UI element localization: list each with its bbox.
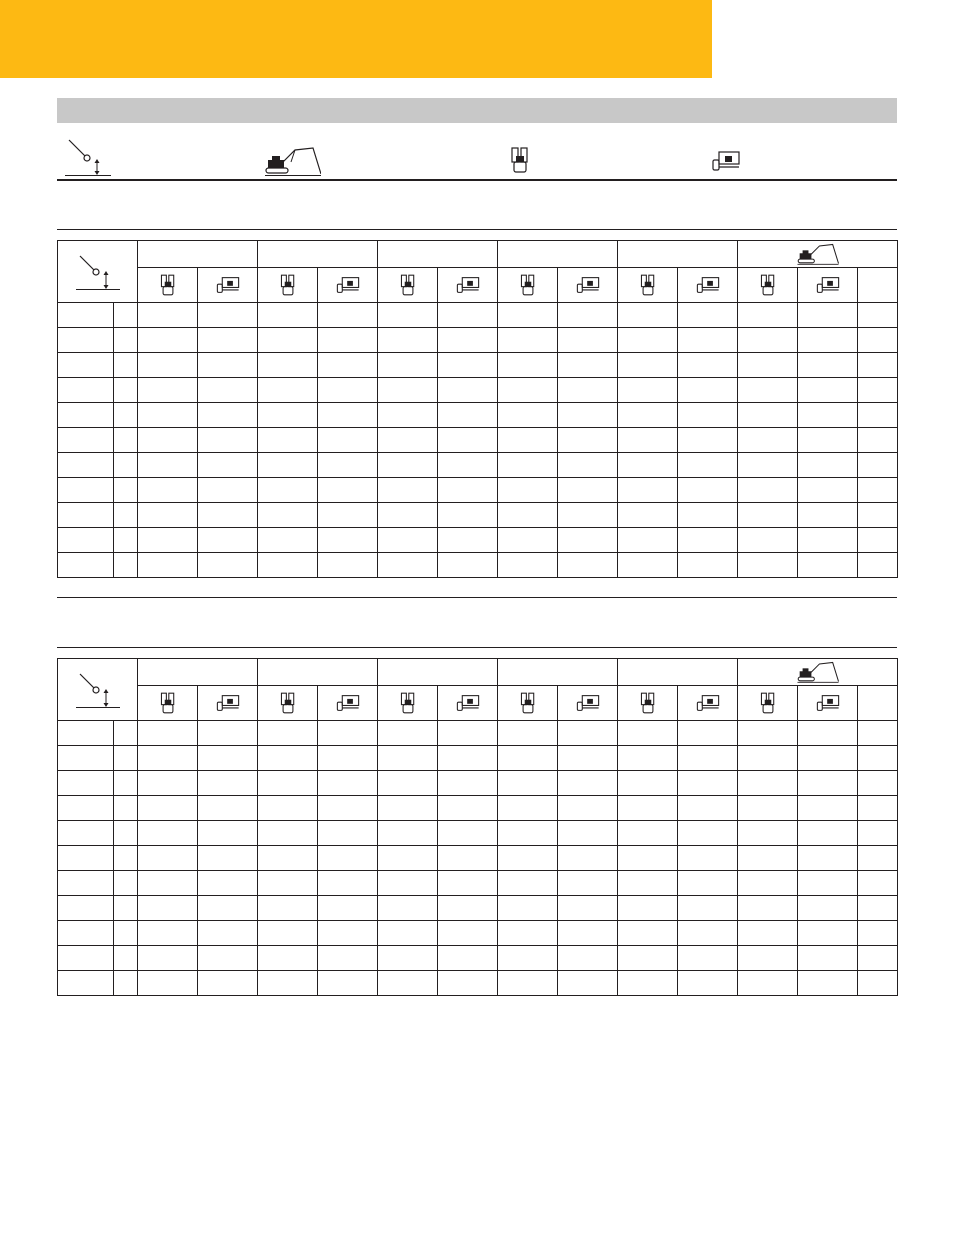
load-over-front-icon [378,273,437,297]
radius-group-header [378,659,498,686]
lift-capacity-table-1-wrap [57,240,897,578]
front-column-header [618,686,678,721]
table-row [58,846,898,871]
load-over-front-icon [738,691,797,715]
lift-capacity-table-2 [57,658,898,996]
excavator-reach-icon [738,243,897,265]
load-over-side-icon [798,276,857,294]
load-over-side-icon [558,276,617,294]
load-over-side-icon [198,694,257,712]
side-column-header [798,686,858,721]
lift-capacity-table-2-wrap [57,658,897,996]
load-point-height-icon [58,672,137,708]
radius-group-header [378,241,498,268]
side-column-header [678,686,738,721]
table-row [58,503,898,528]
load-over-front-icon [498,273,557,297]
table-row [58,378,898,403]
table-row [58,946,898,971]
load-over-front-icon [258,273,317,297]
load-over-front-icon [138,691,197,715]
radius-group-header [618,659,738,686]
max-reach-header [738,241,898,268]
load-over-side-icon [198,276,257,294]
lift-capacity-table-1 [57,240,898,578]
load-over-side-icon [678,276,737,294]
load-over-front-icon [618,273,677,297]
load-over-front-icon [378,691,437,715]
table-row [58,328,898,353]
load-over-side-icon [711,150,741,172]
side-column-header [318,268,378,303]
front-column-header [258,686,318,721]
max-reach-header [738,659,898,686]
table-row [58,553,898,578]
legend-row [57,132,897,180]
table-1-body [58,303,898,578]
side-column-header [798,268,858,303]
table-row [58,528,898,553]
table-2-body [58,721,898,996]
load-over-front-icon [498,691,557,715]
radius-group-header [138,241,258,268]
table-1-top-rule [57,229,897,230]
side-column-header [198,268,258,303]
table-row [58,821,898,846]
load-point-height-header [58,659,138,721]
table-row [58,428,898,453]
radius-group-header [618,241,738,268]
load-over-side-icon [438,694,497,712]
front-column-header [618,268,678,303]
load-over-side-icon [438,276,497,294]
front-column-header [258,268,318,303]
reach-value-column-header [858,686,898,721]
load-over-front-icon [738,273,797,297]
side-column-header [318,686,378,721]
table-row [58,303,898,328]
side-column-header [678,268,738,303]
front-column-header [378,686,438,721]
header-banner [0,0,712,78]
side-column-header [198,686,258,721]
table-row [58,971,898,996]
radius-group-header [258,659,378,686]
table-row [58,871,898,896]
load-over-side-icon [798,694,857,712]
load-point-height-header [58,241,138,303]
radius-group-header [498,659,618,686]
load-over-front-icon [258,691,317,715]
table-row [58,896,898,921]
table-2-top-rule [57,647,897,648]
side-column-header [558,686,618,721]
front-column-header [738,686,798,721]
radius-group-header [138,659,258,686]
section-title-bar [57,98,897,123]
table-row [58,453,898,478]
front-column-header [498,686,558,721]
load-over-side-icon [678,694,737,712]
table-row [58,478,898,503]
table-row [58,403,898,428]
load-point-height-icon [58,254,137,290]
front-column-header [498,268,558,303]
radius-group-header [258,241,378,268]
front-column-header [378,268,438,303]
load-over-side-icon [558,694,617,712]
table-row [58,796,898,821]
legend-divider [57,179,897,181]
side-column-header [438,268,498,303]
table-row [58,746,898,771]
load-over-side-icon [318,276,377,294]
reach-value-column-header [858,268,898,303]
load-over-front-icon [509,146,531,174]
table-2-section-rule [57,597,897,598]
table-row [58,353,898,378]
load-point-height-icon [65,136,111,176]
load-over-front-icon [138,273,197,297]
table-row [58,721,898,746]
side-column-header [438,686,498,721]
front-column-header [738,268,798,303]
table-row [58,771,898,796]
table-row [58,921,898,946]
radius-group-header [498,241,618,268]
load-over-side-icon [318,694,377,712]
front-column-header [138,686,198,721]
side-column-header [558,268,618,303]
excavator-reach-icon [738,661,897,683]
excavator-reach-icon [265,146,321,176]
front-column-header [138,268,198,303]
load-over-front-icon [618,691,677,715]
